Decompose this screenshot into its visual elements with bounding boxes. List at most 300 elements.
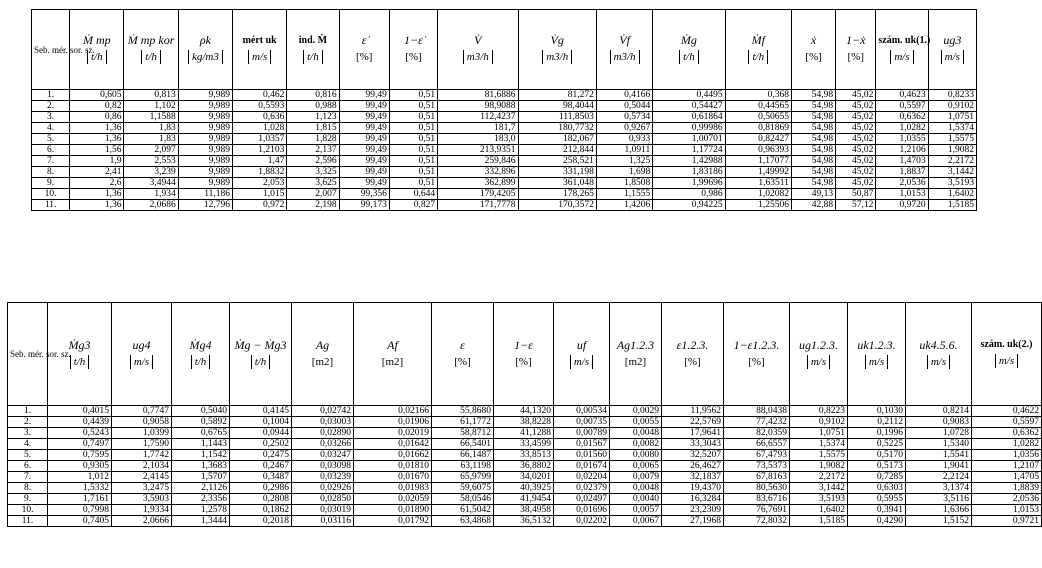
table-cell: 1,5575 xyxy=(928,134,976,145)
table-cell: 0,00735 xyxy=(554,417,610,428)
measurement-table-2 xyxy=(7,302,1042,527)
table-row xyxy=(32,145,977,156)
table-cell: 0,51 xyxy=(389,167,437,178)
table-cell: 0,972 xyxy=(233,200,287,211)
table1-header-16: ug3 m/s xyxy=(928,10,976,90)
table-cell: 2,007 xyxy=(287,189,339,200)
table-cell: 66,5401 xyxy=(432,439,494,450)
table-cell: 0,0048 xyxy=(610,483,662,494)
table-cell: 19,4370 xyxy=(662,483,724,494)
table-cell: 0,0067 xyxy=(610,516,662,527)
table-cell: 0,03239 xyxy=(292,472,354,483)
table-cell: 0,4290 xyxy=(848,516,906,527)
table-cell: 1,42988 xyxy=(653,156,725,167)
table-cell: 0,2475 xyxy=(230,450,292,461)
table-cell: 0,7747 xyxy=(112,406,172,417)
table-cell: 1,102 xyxy=(124,101,178,112)
table-cell: 0,6362 xyxy=(876,112,928,123)
table-row xyxy=(8,505,1042,516)
table-cell: 0,4439 xyxy=(48,417,112,428)
table-cell: 0,2018 xyxy=(230,516,292,527)
table-cell: 0,4623 xyxy=(876,90,928,101)
table-cell: 1,012 xyxy=(48,472,112,483)
table-cell: 3,4944 xyxy=(124,178,178,189)
table-cell: 3,239 xyxy=(124,167,178,178)
table-cell: 0,82427 xyxy=(725,134,791,145)
table-cell: 332,896 xyxy=(438,167,518,178)
table-cell: 54,98 xyxy=(791,156,835,167)
table-cell: 82,0359 xyxy=(724,428,790,439)
table-cell: 33,8513 xyxy=(494,450,554,461)
table-cell: 0,605 xyxy=(70,90,124,101)
table-cell: 0,7405 xyxy=(48,516,112,527)
table2-header-1: Ṁg3 t/h xyxy=(48,303,112,406)
table-cell: 0,827 xyxy=(389,200,437,211)
table-cell: 179,4205 xyxy=(438,189,518,200)
table-cell: 0,5593 xyxy=(233,101,287,112)
table-cell: 0,6362 xyxy=(972,428,1042,439)
table-cell: 1,25506 xyxy=(725,200,791,211)
table-cell: 0,4015 xyxy=(48,406,112,417)
table-cell: 2,3356 xyxy=(172,494,230,505)
table-cell: 0,51 xyxy=(389,156,437,167)
table-cell: 11,9562 xyxy=(662,406,724,417)
table-cell: 81,6886 xyxy=(438,90,518,101)
table1-header-2: Ṁ mp kor t/h xyxy=(124,10,178,90)
table-cell: 0,02166 xyxy=(354,406,432,417)
table-cell: 0,02379 xyxy=(554,483,610,494)
table2-header-16: szám. uk(2.) m/s xyxy=(972,303,1042,406)
table-cell: 34,0201 xyxy=(494,472,554,483)
table-cell: 0,4166 xyxy=(596,90,652,101)
table-cell: 1,36 xyxy=(70,189,124,200)
table-cell: 1,0399 xyxy=(112,428,172,439)
table-cell: 2,41 xyxy=(70,167,124,178)
table-cell: 2,097 xyxy=(124,145,178,156)
table-cell: 2,2172 xyxy=(790,472,848,483)
table-cell: 0,4622 xyxy=(972,406,1042,417)
table2-header-10: Ag1.2.3 [m2] xyxy=(610,303,662,406)
table-row xyxy=(32,178,977,189)
table-cell: 45,02 xyxy=(836,167,876,178)
table-cell: 0,01642 xyxy=(354,439,432,450)
table-cell: 17,9641 xyxy=(662,428,724,439)
table-cell: 3,1442 xyxy=(928,167,976,178)
table-cell: 1,0751 xyxy=(790,428,848,439)
table-cell: 0,1004 xyxy=(230,417,292,428)
table-cell: 41,9454 xyxy=(494,494,554,505)
table-cell: 54,98 xyxy=(791,112,835,123)
table-cell: 2,2124 xyxy=(906,472,972,483)
table-row xyxy=(32,90,977,101)
table-cell: 0,51 xyxy=(389,178,437,189)
table-cell: 83,6716 xyxy=(724,494,790,505)
table-cell: 0,1862 xyxy=(230,505,292,516)
row-index-cell: 6. xyxy=(32,145,70,156)
table-cell: 1,015 xyxy=(233,189,287,200)
table2-header-12: 1−ε1.2.3. [%] xyxy=(724,303,790,406)
table-cell: 1,00701 xyxy=(653,134,725,145)
table-cell: 1,83 xyxy=(124,123,178,134)
table-cell: 1,47 xyxy=(233,156,287,167)
table-cell: 1,698 xyxy=(596,167,652,178)
row-index-cell: 4. xyxy=(32,123,70,134)
table-cell: 0,986 xyxy=(653,189,725,200)
table-cell: 81,272 xyxy=(518,90,596,101)
table-cell: 3,2475 xyxy=(112,483,172,494)
table-cell: 0,03003 xyxy=(292,417,354,428)
table-cell: 1,0357 xyxy=(233,134,287,145)
table-cell: 99,173 xyxy=(339,200,389,211)
table-cell: 2,596 xyxy=(287,156,339,167)
table-cell: 1,36 xyxy=(70,134,124,145)
table-cell: 0,94225 xyxy=(653,200,725,211)
table-cell: 2,137 xyxy=(287,145,339,156)
row-index-cell: 4. xyxy=(8,439,48,450)
table-row xyxy=(32,112,977,123)
table-cell: 0,7998 xyxy=(48,505,112,516)
table-cell: 1,815 xyxy=(287,123,339,134)
table-cell: 1,0356 xyxy=(972,450,1042,461)
table-cell: 0,816 xyxy=(287,90,339,101)
table-cell: 1,9334 xyxy=(112,505,172,516)
table-cell: 9,989 xyxy=(178,167,232,178)
table-cell: 178,265 xyxy=(518,189,596,200)
table2-header-14: uk1.2.3. m/s xyxy=(848,303,906,406)
table-cell: 45,02 xyxy=(836,90,876,101)
table-cell: 42,88 xyxy=(791,200,835,211)
table-cell: 0,2808 xyxy=(230,494,292,505)
table-cell: 1,8837 xyxy=(876,167,928,178)
table-cell: 33,4599 xyxy=(494,439,554,450)
table-cell: 99,49 xyxy=(339,178,389,189)
row-index-cell: 7. xyxy=(8,472,48,483)
table-cell: 1,7590 xyxy=(112,439,172,450)
table-cell: 1,8832 xyxy=(233,167,287,178)
table-cell: 0,82 xyxy=(70,101,124,112)
table-cell: 258,521 xyxy=(518,156,596,167)
table-cell: 0,2467 xyxy=(230,461,292,472)
table-row xyxy=(8,439,1042,450)
table1-header-3: ρk kg/m3 xyxy=(178,10,232,90)
table-cell: 0,5170 xyxy=(848,450,906,461)
table-cell: 0,01792 xyxy=(354,516,432,527)
table-cell: 1,2106 xyxy=(876,145,928,156)
table1-header-1: Ṁ mp t/h xyxy=(70,10,124,90)
table-cell: 0,02204 xyxy=(554,472,610,483)
table-row xyxy=(32,156,977,167)
table-cell: 80,5630 xyxy=(724,483,790,494)
table-cell: 0,0055 xyxy=(610,417,662,428)
table-cell: 1,83186 xyxy=(653,167,725,178)
table-cell: 2,0686 xyxy=(124,200,178,211)
table-row xyxy=(32,189,977,200)
table-cell: 54,98 xyxy=(791,145,835,156)
table-cell: 99,356 xyxy=(339,189,389,200)
table-cell: 63,4868 xyxy=(432,516,494,527)
table-cell: 0,01662 xyxy=(354,450,432,461)
table2-header-13: ug1.2.3. m/s xyxy=(790,303,848,406)
table-cell: 0,9102 xyxy=(790,417,848,428)
row-index-cell: 9. xyxy=(32,178,70,189)
table1-header-6: ε̇ [%] xyxy=(339,10,389,90)
table-cell: 181,7 xyxy=(438,123,518,134)
table-cell: 0,9305 xyxy=(48,461,112,472)
table-cell: 72,8032 xyxy=(724,516,790,527)
table-cell: 9,989 xyxy=(178,134,232,145)
table-cell: 76,7691 xyxy=(724,505,790,516)
table-row xyxy=(32,101,977,112)
table-cell: 36,8802 xyxy=(494,461,554,472)
table-cell: 1,0751 xyxy=(928,112,976,123)
table-cell: 1,5185 xyxy=(790,516,848,527)
table2-header-row xyxy=(8,303,1042,406)
table-row xyxy=(8,428,1042,439)
row-index-cell: 3. xyxy=(32,112,70,123)
row-index-cell: 5. xyxy=(8,450,48,461)
table-cell: 23,2309 xyxy=(662,505,724,516)
table-cell: 33,3043 xyxy=(662,439,724,450)
table-cell: 3,1374 xyxy=(906,483,972,494)
table-cell: 0,3487 xyxy=(230,472,292,483)
table-cell: 99,49 xyxy=(339,90,389,101)
table-cell: 1,0282 xyxy=(972,439,1042,450)
table-cell: 0,0944 xyxy=(230,428,292,439)
table-cell: 1,9 xyxy=(70,156,124,167)
table-cell: 0,51 xyxy=(389,101,437,112)
table1-header-11: Ṁg t/h xyxy=(653,10,725,90)
table-cell: 54,98 xyxy=(791,167,835,178)
table-cell: 1,0355 xyxy=(876,134,928,145)
row-index-cell: 10. xyxy=(8,505,48,516)
table-cell: 0,03116 xyxy=(292,516,354,527)
row-index-cell: 8. xyxy=(8,483,48,494)
row-index-cell: 7. xyxy=(32,156,70,167)
table-cell: 0,7595 xyxy=(48,450,112,461)
table-cell: 1,934 xyxy=(124,189,178,200)
row-index-cell: 11. xyxy=(8,516,48,527)
table-cell: 3,325 xyxy=(287,167,339,178)
table-cell: 77,4232 xyxy=(724,417,790,428)
row-index-cell: 5. xyxy=(32,134,70,145)
table-cell: 0,9102 xyxy=(928,101,976,112)
table-cell: 1,2103 xyxy=(233,145,287,156)
table-cell: 0,9083 xyxy=(906,417,972,428)
table-cell: 45,02 xyxy=(836,112,876,123)
table-cell: 9,989 xyxy=(178,156,232,167)
table-cell: 45,02 xyxy=(836,156,876,167)
table-cell: 1,5707 xyxy=(172,472,230,483)
table-cell: 26,4627 xyxy=(662,461,724,472)
table-cell: 36,5132 xyxy=(494,516,554,527)
table-cell: 1,0282 xyxy=(876,123,928,134)
table-cell: 0,933 xyxy=(596,134,652,145)
table-cell: 0,5243 xyxy=(48,428,112,439)
table-cell: 170,3572 xyxy=(518,200,596,211)
table-cell: 1,99696 xyxy=(653,178,725,189)
table-cell: 0,8233 xyxy=(928,90,976,101)
table2-header-seq: Seb. mér. sor. sz. xyxy=(8,303,48,406)
table-cell: 0,02742 xyxy=(292,406,354,417)
table-cell: 1,5541 xyxy=(906,450,972,461)
table-cell: 1,5332 xyxy=(48,483,112,494)
table-cell: 0,81869 xyxy=(725,123,791,134)
table-cell: 3,5116 xyxy=(906,494,972,505)
table-row xyxy=(32,123,977,134)
table-cell: 0,2112 xyxy=(848,417,906,428)
row-index-cell: 6. xyxy=(8,461,48,472)
table-cell: 1,1555 xyxy=(596,189,652,200)
table-cell: 0,51 xyxy=(389,123,437,134)
table2-header-15: uk4.5.6. m/s xyxy=(906,303,972,406)
table-row xyxy=(8,450,1042,461)
table-cell: 0,6765 xyxy=(172,428,230,439)
table-cell: 55,8680 xyxy=(432,406,494,417)
table-cell: 2,1034 xyxy=(112,461,172,472)
table-row xyxy=(32,134,977,145)
table-cell: 0,0029 xyxy=(610,406,662,417)
table2-header-6: Af [m2] xyxy=(354,303,432,406)
table-cell: 2,4145 xyxy=(112,472,172,483)
table-cell: 9,989 xyxy=(178,123,232,134)
table-cell: 2,2172 xyxy=(928,156,976,167)
table-cell: 213,9351 xyxy=(438,145,518,156)
table1-header-15: szám. uk(1.) m/s xyxy=(876,10,928,90)
table-cell: 41,1288 xyxy=(494,428,554,439)
table-row xyxy=(8,516,1042,527)
table-cell: 0,0080 xyxy=(610,450,662,461)
table-cell: 0,02019 xyxy=(354,428,432,439)
table-cell: 0,02059 xyxy=(354,494,432,505)
table-cell: 212,844 xyxy=(518,145,596,156)
table-row xyxy=(32,167,977,178)
table2-header-2: ug4 m/s xyxy=(112,303,172,406)
table-cell: 0,9721 xyxy=(972,516,1042,527)
table-cell: 1,0153 xyxy=(972,505,1042,516)
table-cell: 182,067 xyxy=(518,134,596,145)
table1-header-9: V̇g m3/h xyxy=(518,10,596,90)
table-cell: 49,13 xyxy=(791,189,835,200)
table-cell: 0,02202 xyxy=(554,516,610,527)
table-cell: 0,8214 xyxy=(906,406,972,417)
table-cell: 32,5207 xyxy=(662,450,724,461)
table-cell: 0,5597 xyxy=(972,417,1042,428)
table-cell: 54,98 xyxy=(791,134,835,145)
table-cell: 0,5892 xyxy=(172,417,230,428)
table-cell: 57,12 xyxy=(836,200,876,211)
table-cell: 1,5374 xyxy=(790,439,848,450)
table-cell: 1,1542 xyxy=(172,450,230,461)
table-cell: 0,0040 xyxy=(610,494,662,505)
table-cell: 1,5340 xyxy=(906,439,972,450)
table-cell: 1,56 xyxy=(70,145,124,156)
table-cell: 0,01567 xyxy=(554,439,610,450)
table-cell: 0,1030 xyxy=(848,406,906,417)
table-cell: 1,0728 xyxy=(906,428,972,439)
table-cell: 1,7742 xyxy=(112,450,172,461)
table-cell: 259,846 xyxy=(438,156,518,167)
table-cell: 45,02 xyxy=(836,134,876,145)
table-cell: 1,36 xyxy=(70,200,124,211)
table-cell: 0,5225 xyxy=(848,439,906,450)
table1-header-8: V̇ m3/h xyxy=(438,10,518,90)
table-cell: 0,5597 xyxy=(876,101,928,112)
table-cell: 111,8503 xyxy=(518,112,596,123)
row-index-cell: 9. xyxy=(8,494,48,505)
table-cell: 1,5575 xyxy=(790,450,848,461)
row-index-cell: 8. xyxy=(32,167,70,178)
table-cell: 0,5044 xyxy=(596,101,652,112)
table-cell: 0,5040 xyxy=(172,406,230,417)
table-cell: 88,0438 xyxy=(724,406,790,417)
table-cell: 0,7285 xyxy=(848,472,906,483)
table-cell: 73,5373 xyxy=(724,461,790,472)
table-cell: 44,1320 xyxy=(494,406,554,417)
table-cell: 0,9720 xyxy=(876,200,928,211)
table-cell: 1,9041 xyxy=(906,461,972,472)
table-cell: 1,6366 xyxy=(906,505,972,516)
table-cell: 1,36 xyxy=(70,123,124,134)
table-cell: 1,3444 xyxy=(172,516,230,527)
table-cell: 0,368 xyxy=(725,90,791,101)
table-cell: 0,51 xyxy=(389,90,437,101)
table-cell: 2,553 xyxy=(124,156,178,167)
table-cell: 40,3925 xyxy=(494,483,554,494)
table-cell: 0,01674 xyxy=(554,461,610,472)
table-cell: 9,989 xyxy=(178,178,232,189)
table-cell: 0,462 xyxy=(233,90,287,101)
table-cell: 0,00534 xyxy=(554,406,610,417)
table-cell: 0,988 xyxy=(287,101,339,112)
table2-header-7: ε [%] xyxy=(432,303,494,406)
table-cell: 2,053 xyxy=(233,178,287,189)
table-cell: 331,198 xyxy=(518,167,596,178)
table1-header-seq: Seb. mér. sor. sz. xyxy=(32,10,70,90)
table-cell: 9,989 xyxy=(178,90,232,101)
table-cell: 38,8228 xyxy=(494,417,554,428)
table-cell: 0,0082 xyxy=(610,439,662,450)
table-cell: 0,8223 xyxy=(790,406,848,417)
table-cell: 0,03098 xyxy=(292,461,354,472)
table-cell: 45,02 xyxy=(836,123,876,134)
table-cell: 0,9267 xyxy=(596,123,652,134)
table-cell: 32,1837 xyxy=(662,472,724,483)
table-cell: 1,5185 xyxy=(928,200,976,211)
table-cell: 2,0536 xyxy=(972,494,1042,505)
table-cell: 0,0048 xyxy=(610,428,662,439)
table-cell: 0,644 xyxy=(389,189,437,200)
table-cell: 3,1442 xyxy=(790,483,848,494)
table-cell: 11,186 xyxy=(178,189,232,200)
table-cell: 0,03019 xyxy=(292,505,354,516)
table1-header-14: 1−ẋ [%] xyxy=(836,10,876,90)
table-row xyxy=(8,417,1042,428)
table-cell: 98,4044 xyxy=(518,101,596,112)
table-cell: 1,3683 xyxy=(172,461,230,472)
table-cell: 2,0536 xyxy=(876,178,928,189)
table-cell: 0,00789 xyxy=(554,428,610,439)
table-cell: 0,86 xyxy=(70,112,124,123)
table2-header-8: 1−ε [%] xyxy=(494,303,554,406)
table-cell: 99,49 xyxy=(339,156,389,167)
table-cell: 99,49 xyxy=(339,145,389,156)
table-cell: 0,813 xyxy=(124,90,178,101)
table-cell: 180,7732 xyxy=(518,123,596,134)
table-cell: 99,49 xyxy=(339,101,389,112)
table-cell: 67,8163 xyxy=(724,472,790,483)
table-cell: 362,899 xyxy=(438,178,518,189)
table-cell: 66,6557 xyxy=(724,439,790,450)
